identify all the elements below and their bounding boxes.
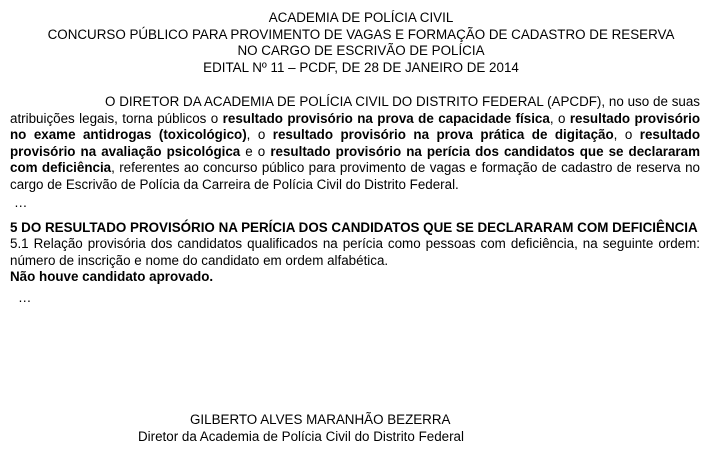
header-edital-number: EDITAL Nº 11 – PCDF, DE 28 DE JANEIRO DE 2014 [203, 59, 519, 75]
signature-block [0, 412, 722, 445]
intro-text-3: , o [246, 127, 273, 142]
intro-text-4: , o [613, 127, 640, 142]
ellipsis-2: … [18, 289, 33, 305]
signatory-name: GILBERTO ALVES MARANHÃO BEZERRA [190, 412, 451, 427]
section-5-note: Não houve candidato aprovado. [10, 269, 214, 284]
intro-bold-disability: resultado provisório na perícia dos candidatos que se declararam com deficiência [10, 143, 700, 175]
signatory-title: Diretor da Academia de Polícia Civil do Distrito Federal [138, 428, 464, 444]
section-5-item: 5.1 Relação provisória dos candidatos qualificados na perícia como pessoas com deficiência, na seguinte ordem: número de inscrição e nome do candidato em ordem alfabética. [10, 236, 700, 268]
intro-text-6: , referentes ao concurso público para provimento de vagas e formação de cadastro de reserva no cargo de Escrivão de Polícia da Carreira de Polícia Civil do Distrito Federal. [10, 160, 700, 192]
intro-text-1: O DIRETOR DA ACADEMIA DE POLÍCIA CIVIL DO DISTRITO FEDERAL (APCDF), no uso de suas atribuições legais, torna públicos o [10, 94, 700, 126]
header-position: NO CARGO DE ESCRIVÃO DE POLÍCIA [237, 43, 485, 58]
intro-bold-physical: resultado provisório na prova de capacidade física [222, 110, 550, 126]
header-contest: CONCURSO PÚBLICO PARA PROVIMENTO DE VAGAS E FORMAÇÃO DE CADASTRO DE RESERVA [47, 26, 675, 42]
intro-text-5: e o [240, 143, 271, 159]
ellipsis-1: … [14, 195, 29, 210]
intro-paragraph [10, 94, 700, 193]
intro-bold-psych: resultado provisório na avaliação psicológica [10, 127, 701, 159]
intro-bold-typing: resultado provisório na prova prática de digitação [272, 127, 614, 142]
header-institution: ACADEMIA DE POLÍCIA CIVIL [268, 10, 454, 25]
intro-text-2: , o [549, 110, 570, 126]
edital-header [10, 10, 712, 76]
section-5-title: 5 DO RESULTADO PROVISÓRIO NA PERÍCIA DOS CANDIDATOS QUE SE DECLARARAM COM DEFICIÊNCIA [10, 219, 698, 235]
intro-bold-drugs: resultado provisório no exame antidrogas (toxicológico) [10, 110, 700, 142]
